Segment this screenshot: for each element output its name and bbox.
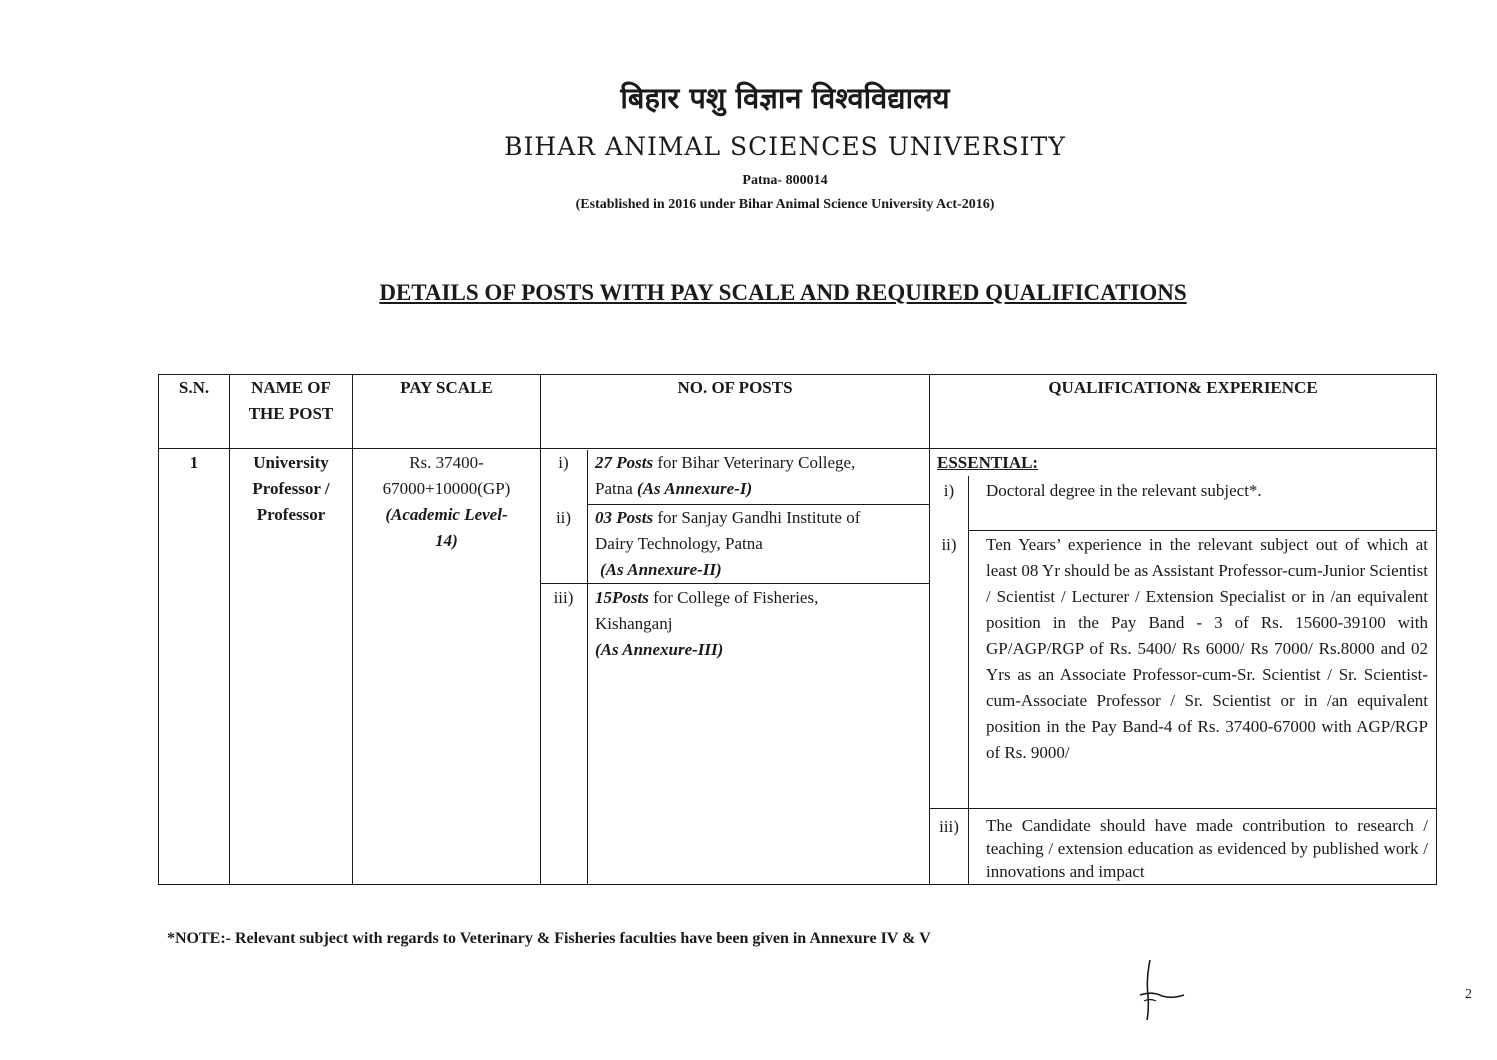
footnote: *NOTE:- Relevant subject with regards to Veterinary & Fisheries faculties have been given in Annexure IV & V bbox=[167, 930, 931, 947]
col-divider-sn bbox=[229, 374, 230, 885]
post-item-num-1: i) bbox=[558, 453, 569, 472]
post-item-2-annexure: (As Annexure-II) bbox=[600, 560, 722, 579]
col-divider-name bbox=[352, 374, 353, 885]
qual-num-3: iii) bbox=[939, 817, 959, 836]
academic-level-line2: 14) bbox=[435, 531, 458, 550]
pay-scale-line2: 67000+10000(GP) bbox=[382, 479, 511, 498]
page-number: 2 bbox=[1465, 987, 1472, 1002]
document-title: DETAILS OF POSTS WITH PAY SCALE AND REQUIRED QUALIFICATIONS bbox=[379, 280, 1187, 305]
post-item-2-line2: Dairy Technology, Patna bbox=[595, 534, 763, 553]
post-item-3-line2: Kishanganj bbox=[595, 614, 673, 633]
post-item-3-annexure: (As Annexure-III) bbox=[595, 640, 724, 659]
qual-text-1: Doctoral degree in the relevant subject*. bbox=[986, 481, 1262, 500]
qual-text-3: The Candidate should have made contribution to research / teaching / extension education as evidenced by published work / innovations and impact bbox=[986, 816, 1428, 881]
post-name-line3: Professor bbox=[256, 505, 326, 524]
table-right-border bbox=[1436, 374, 1437, 885]
post-item-2-count: 03 Posts bbox=[595, 508, 654, 527]
post-item-1-line2 bbox=[595, 476, 927, 502]
qual-num-1: i) bbox=[943, 481, 955, 500]
post-item-1-count: 27 Posts bbox=[595, 453, 654, 472]
post-item-2-line1 bbox=[595, 505, 927, 531]
established-note: (Established in 2016 under Bihar Animal Science University Act-2016) bbox=[575, 197, 995, 212]
post-item-3-count: 15Posts bbox=[595, 588, 649, 607]
pay-scale-line1: Rs. 37400- bbox=[409, 453, 484, 472]
col-divider-posts bbox=[929, 374, 930, 885]
header-no-of-posts: NO. OF POSTS bbox=[677, 378, 793, 397]
hindi-university-name: बिहार पशु विज्ञान विश्वविद्यालय bbox=[620, 81, 950, 115]
header-name-line2: THE POST bbox=[248, 404, 334, 423]
qual-divider-1 bbox=[968, 530, 1437, 531]
post-name-line2: Professor / bbox=[252, 479, 330, 498]
post-name-line1: University bbox=[253, 453, 329, 472]
university-city: Patna- 800014 bbox=[742, 173, 828, 188]
post-item-1-place: Patna bbox=[595, 479, 638, 498]
qual-divider-2 bbox=[930, 808, 1437, 809]
post-item-3-line1 bbox=[595, 585, 927, 611]
posts-divider-2 bbox=[540, 583, 929, 584]
signature-icon bbox=[1120, 955, 1190, 1030]
qual-num-2: ii) bbox=[941, 535, 957, 554]
header-name-line1: NAME OF bbox=[251, 378, 331, 397]
row-sn: 1 bbox=[189, 453, 199, 472]
essential-label: ESSENTIAL: bbox=[937, 453, 1039, 472]
post-item-3-desc: for College of Fisheries, bbox=[648, 588, 819, 607]
header-bottom-border bbox=[158, 448, 1437, 449]
col-divider-qual-num bbox=[968, 476, 969, 885]
academic-level-line1: (Academic Level- bbox=[385, 505, 508, 524]
header-pay-scale: PAY SCALE bbox=[400, 378, 493, 397]
post-item-2-desc: for Sanjay Gandhi Institute of bbox=[653, 508, 861, 527]
header-sn: S.N. bbox=[178, 378, 210, 397]
university-name: BIHAR ANIMAL SCIENCES UNIVERSITY bbox=[504, 132, 1066, 161]
table-bottom-border bbox=[158, 884, 1437, 885]
post-item-1-annexure: (As Annexure-I) bbox=[637, 479, 753, 498]
table-left-border bbox=[158, 374, 159, 885]
col-divider-posts-num bbox=[587, 450, 588, 885]
post-item-1-desc: for Bihar Veterinary College, bbox=[653, 453, 856, 472]
post-item-num-3: iii) bbox=[553, 588, 574, 607]
post-item-num-2: ii) bbox=[555, 508, 572, 527]
qual-text-2: Ten Years’ experience in the relevant subject out of which at least 08 Yr should be as Assistant Professor-cum-Junior Scientist / Scientist / Lecturer / Extension Specialist or in /an equivalent position in the Pay Band - 3 of Rs. 15600-39100 with GP/AGP/RGP of Rs. 5400/ Rs 6000/ Rs 7000/ Rs.8000 and 02 Yrs as an Associate Professor-cum-Sr. Scientist / Sr. Scientist-cum-Associate Professor / Sr. Scientist or in /an equivalent position in the Pay Band-4 of Rs. 37400-67000 with AGP/RGP of Rs. 9000/ bbox=[986, 535, 1428, 762]
header-qualification: QUALIFICATION& EXPERIENCE bbox=[1048, 378, 1318, 397]
post-item-1-line1 bbox=[595, 450, 927, 476]
